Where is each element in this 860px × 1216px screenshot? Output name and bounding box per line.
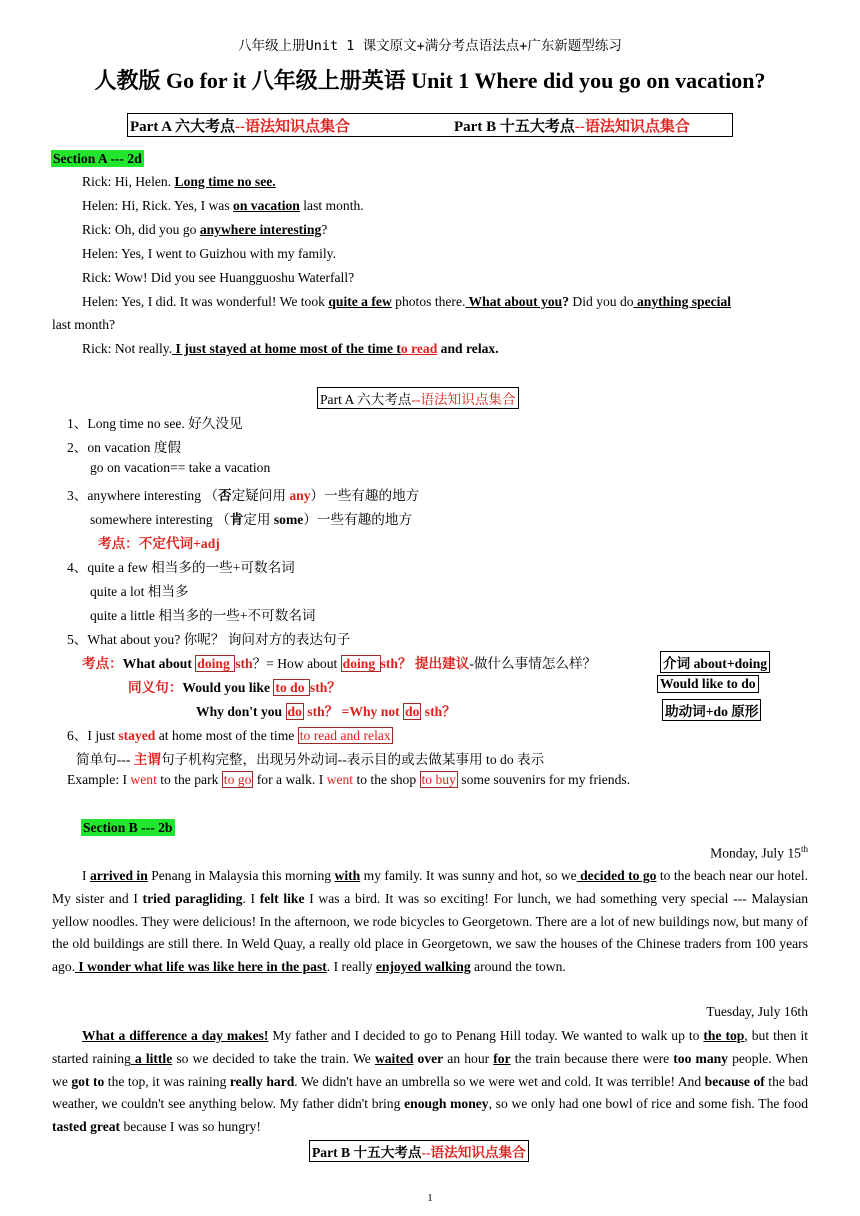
part-b-link: Part B 十五大考点--语法知识点集合 [454,119,690,135]
text-run: the top [703,1028,745,1043]
point-2b: go on vacation== take a vacation [90,460,271,475]
text-run: an hour [443,1050,494,1066]
point-6: 6、I just stayed at home most of the time to read and relax [67,728,391,743]
text-run: enjoyed walking [375,959,471,975]
text-run: the bad weather, we couldn't see anything below. My father didn't bring [52,1073,809,1112]
text-run: people. When we [52,1050,809,1089]
point-4b: quite a lot 相当多 [90,584,189,599]
date-tuesday: Tuesday, July 16th [706,1004,808,1019]
point-3b: somewhere interesting （肯定用 some）一些有趣的地方 [90,512,413,527]
text-run: . We didn't have an umbrella so we were wet and cold. It was terrible! And [294,1073,705,1089]
note-auxiliary: 助动词+do 原形 [662,699,761,721]
point-1: 1、Long time no see. 好久没见 [67,416,243,431]
dialogue-line: Helen: Yes, I went to Guizhou with my family. [82,246,336,261]
text-run: over [417,1050,444,1066]
text-run: the train because there were [510,1050,674,1066]
note-would-like: Would like to do [657,675,759,693]
text-run: I wonder what life was like here in the past [75,959,327,975]
dialogue-line: Rick: Oh, did you go anywhere interesting? [82,222,328,237]
point-5-exam-tip: 考点：What about doing sth？= How about doing sth？ 提出建议-做什么事情怎么样？ [82,656,597,671]
text-run: . I really [326,959,376,975]
dialogue-line-wrap: last month? [52,317,116,332]
section-a-label: Section A --- 2d [53,151,142,166]
text-run: because of [704,1073,765,1089]
part-summary-box [127,113,733,137]
note-preposition: 介词 about+doing [660,651,770,673]
text-run: really hard [229,1073,295,1089]
text-run: for [493,1050,511,1066]
text-run: , so we only had one bowl of rice and some fish. The food [488,1096,808,1112]
text-run: felt like [259,890,305,906]
document-title: 人教版 Go for it 八年级上册英语 Unit 1 Where did you go on vacation? [94,68,766,93]
text-run: with [334,868,361,883]
text-run: a little [130,1050,173,1066]
text-run: got to [71,1073,105,1089]
dialogue-line: Helen: Yes, I did. It was wonderful! We took quite a few photos there. What about you? Did you do anything special [82,294,732,309]
text-run: arrived in [89,868,148,883]
text-run: too many [673,1050,728,1066]
point-5-synonym: 同义句：Would you like to do sth？ [128,680,341,695]
point-3-exam-tip: 考点：不定代词+adj [98,536,220,551]
text-run: , but then it started raining [52,1028,808,1066]
point-3: 3、anywhere interesting （否定疑问用 any）一些有趣的地方 [67,488,420,503]
point-2: 2、on vacation 度假 [67,440,182,455]
text-run: Penang in Malaysia this morning [147,868,335,883]
text-run: My father and I decided to go to Penang Hill today. We wanted to walk up to [268,1028,704,1043]
section-b-label: Section B --- 2b [83,820,173,835]
diary-paragraph-1 [52,865,808,979]
part-a-link: Part A 六大考点--语法知识点集合 [130,119,350,135]
point-6b: 简单句--- 主谓句子机构完整，出现另外动词--表示目的或去做某事用 to do 表示 [76,752,545,767]
text-run: decided to go [576,868,657,883]
text-run: tried paragliding [142,890,243,906]
part-a-heading: Part A 六大考点--语法知识点集合 [317,387,519,409]
point-5: 5、What about you? 你呢？ 询问对方的表达句子 [67,632,351,647]
date-monday: Monday, July 15th [710,844,808,861]
page-header: 八年级上册Unit 1 课文原文+满分考点语法点+广东新题型练习 [238,38,622,54]
text-run: because I was so hungry! [120,1119,261,1135]
text-run: the top, it was raining [104,1073,230,1089]
dialogue-line: Rick: Hi, Helen. Long time no see. [82,174,276,189]
text-run: waited [374,1050,414,1066]
point-4: 4、quite a few 相当多的一些+可数名词 [67,560,295,575]
text-run: . I [242,890,260,906]
dialogue-line: Rick: Not really. I just stayed at home most of the time to read and relax. [82,341,499,356]
text-run: What a difference a day makes! [82,1028,269,1043]
text-run: my family. It was sunny and hot, so we [360,868,577,883]
text-run: I [82,868,90,883]
dialogue-line: Rick: Wow! Did you see Huangguoshu Waterfall? [82,270,355,285]
dialogue-line: Helen: Hi, Rick. Yes, I was on vacation last month. [82,198,364,213]
text-run: to the beach near our hotel. My sister and I [52,868,808,906]
point-5-synonym-2: Why don't you do sth？ =Why not do sth？ [196,704,456,719]
point-4c: quite a little 相当多的一些+不可数名词 [90,608,316,623]
text-run: so we decided to take the train. We [172,1050,375,1066]
diary-paragraph-2 [52,1025,808,1139]
page-number: 1 [427,1192,433,1204]
text-run: around the town. [470,959,566,975]
text-run: tasted great [52,1119,121,1135]
point-6-example: Example: I went to the park to go for a walk. I went to the shop to buy some souvenirs for my friends. [67,772,631,787]
text-run: I was a bird. It was so exciting! For lunch, we had something very special --- Malaysian yellow noodles. They were delicious! In the afternoon, we rode bicycles to Georgetown. There are a lot of new buildings now, but many of the old buildings are still there. In Weld Quay, a really old place in Georgetown, we saw the houses of the Chinese traders from 100 years ago. [52,890,808,975]
text-run: enough money [404,1096,489,1112]
part-b-heading: Part B 十五大考点--语法知识点集合 [309,1140,529,1162]
